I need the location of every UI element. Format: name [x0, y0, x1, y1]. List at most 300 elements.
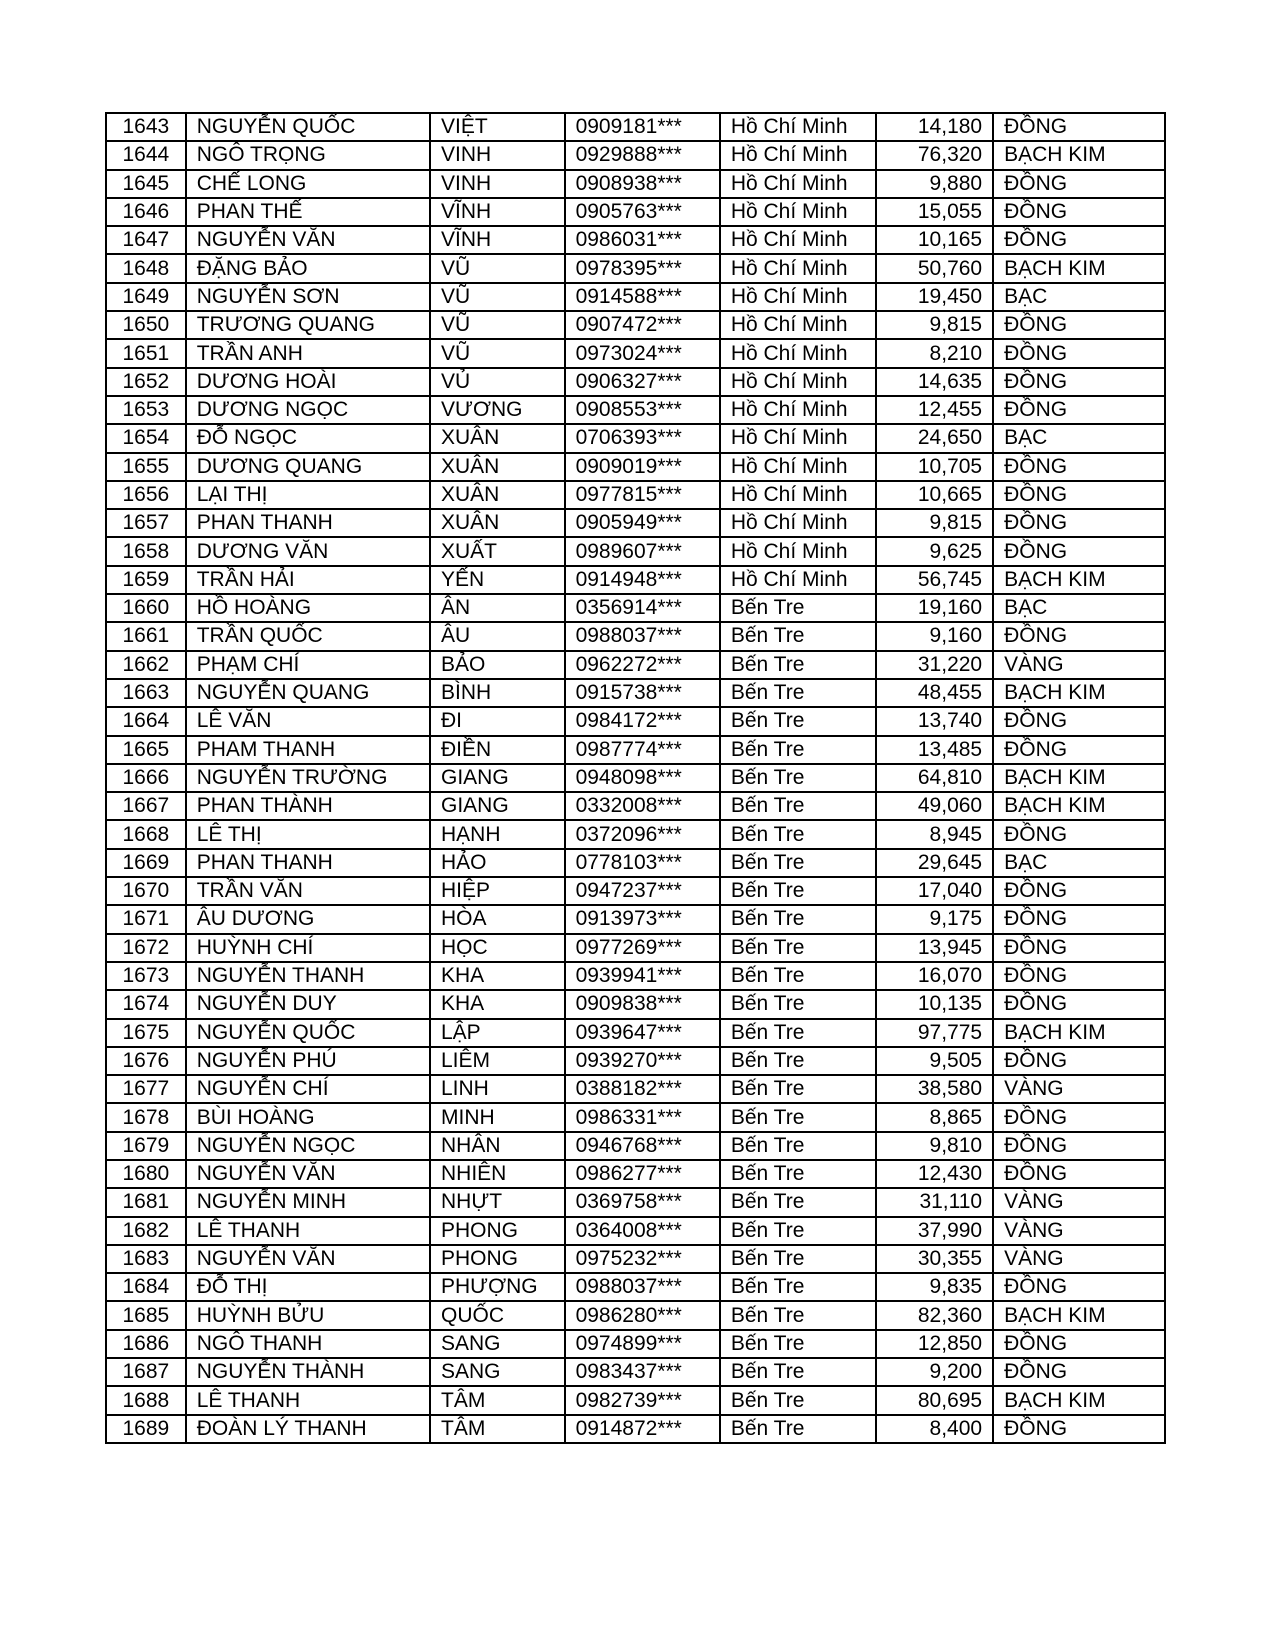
cell-tier: BẠC [993, 424, 1165, 452]
cell-city: Hồ Chí Minh [720, 396, 876, 424]
table-row [106, 1188, 1165, 1216]
cell-given-name: VŨ [430, 339, 565, 367]
cell-tier: ĐỒNG [993, 368, 1165, 396]
cell-phone: 0978395*** [565, 254, 720, 282]
cell-given-name: KHA [430, 962, 565, 990]
table-row [106, 877, 1165, 905]
cell-given-name: KHA [430, 990, 565, 1018]
cell-points: 49,060 [876, 792, 993, 820]
cell-city: Bến Tre [720, 934, 876, 962]
cell-points: 80,695 [876, 1386, 993, 1414]
cell-given-name: LẬP [430, 1019, 565, 1047]
cell-points: 10,705 [876, 453, 993, 481]
cell-index: 1677 [106, 1075, 186, 1103]
cell-tier: ĐỒNG [993, 1047, 1165, 1075]
cell-tier: VÀNG [993, 1217, 1165, 1245]
cell-given-name: NHỰT [430, 1188, 565, 1216]
cell-given-name: HIỆP [430, 877, 565, 905]
cell-phone: 0987774*** [565, 736, 720, 764]
cell-city: Hồ Chí Minh [720, 170, 876, 198]
cell-points: 14,180 [876, 113, 993, 141]
cell-phone: 0332008*** [565, 792, 720, 820]
cell-tier: BẠCH KIM [993, 1386, 1165, 1414]
cell-given-name: PHƯỢNG [430, 1273, 565, 1301]
table-body [106, 113, 1165, 1443]
cell-family-name: CHẾ LONG [186, 170, 430, 198]
cell-index: 1657 [106, 509, 186, 537]
cell-city: Bến Tre [720, 1132, 876, 1160]
cell-tier: ĐỒNG [993, 877, 1165, 905]
cell-index: 1643 [106, 113, 186, 141]
table-row [106, 651, 1165, 679]
cell-city: Bến Tre [720, 651, 876, 679]
cell-family-name: PHAN THẾ [186, 198, 430, 226]
cell-family-name: NGUYỄN SƠN [186, 283, 430, 311]
cell-index: 1653 [106, 396, 186, 424]
table-row [106, 396, 1165, 424]
cell-given-name: SANG [430, 1330, 565, 1358]
cell-phone: 0907472*** [565, 311, 720, 339]
cell-points: 14,635 [876, 368, 993, 396]
cell-index: 1666 [106, 764, 186, 792]
table-row [106, 1103, 1165, 1131]
cell-given-name: HẠNH [430, 820, 565, 848]
cell-index: 1670 [106, 877, 186, 905]
cell-points: 13,945 [876, 934, 993, 962]
cell-phone: 0988037*** [565, 622, 720, 650]
cell-phone: 0975232*** [565, 1245, 720, 1273]
cell-points: 16,070 [876, 962, 993, 990]
cell-city: Bến Tre [720, 792, 876, 820]
table-row [106, 622, 1165, 650]
cell-index: 1683 [106, 1245, 186, 1273]
cell-given-name: YẾN [430, 566, 565, 594]
cell-given-name: LINH [430, 1075, 565, 1103]
cell-tier: ĐỒNG [993, 339, 1165, 367]
cell-index: 1647 [106, 226, 186, 254]
cell-index: 1674 [106, 990, 186, 1018]
cell-given-name: VŨ [430, 311, 565, 339]
cell-tier: BẠCH KIM [993, 141, 1165, 169]
cell-tier: ĐỒNG [993, 396, 1165, 424]
table-row [106, 481, 1165, 509]
cell-phone: 0962272*** [565, 651, 720, 679]
cell-phone: 0973024*** [565, 339, 720, 367]
cell-tier: ĐỒNG [993, 198, 1165, 226]
cell-points: 8,210 [876, 339, 993, 367]
cell-tier: VÀNG [993, 1075, 1165, 1103]
cell-phone: 0929888*** [565, 141, 720, 169]
cell-family-name: NGUYỄN THÀNH [186, 1358, 430, 1386]
table-row [106, 198, 1165, 226]
cell-tier: BẠCH KIM [993, 566, 1165, 594]
table-row [106, 226, 1165, 254]
cell-tier: ĐỒNG [993, 707, 1165, 735]
table-row [106, 339, 1165, 367]
cell-points: 9,815 [876, 509, 993, 537]
cell-family-name: HUỲNH BỬU [186, 1301, 430, 1329]
cell-family-name: PHAN THÀNH [186, 792, 430, 820]
cell-family-name: NGUYỄN QUỐC [186, 113, 430, 141]
cell-tier: ĐỒNG [993, 622, 1165, 650]
cell-index: 1667 [106, 792, 186, 820]
cell-tier: ĐỒNG [993, 481, 1165, 509]
cell-tier: ĐỒNG [993, 1103, 1165, 1131]
cell-index: 1680 [106, 1160, 186, 1188]
cell-given-name: VINH [430, 141, 565, 169]
cell-index: 1684 [106, 1273, 186, 1301]
cell-city: Hồ Chí Minh [720, 453, 876, 481]
cell-family-name: NGUYỄN THANH [186, 962, 430, 990]
cell-phone: 0778103*** [565, 849, 720, 877]
cell-city: Bến Tre [720, 990, 876, 1018]
cell-city: Bến Tre [720, 820, 876, 848]
cell-given-name: TÂM [430, 1415, 565, 1443]
cell-family-name: NGUYỄN CHÍ [186, 1075, 430, 1103]
cell-city: Bến Tre [720, 1358, 876, 1386]
cell-given-name: NHÂN [430, 1132, 565, 1160]
cell-tier: ĐỒNG [993, 1160, 1165, 1188]
cell-tier: ĐỒNG [993, 509, 1165, 537]
table-row [106, 424, 1165, 452]
cell-index: 1662 [106, 651, 186, 679]
cell-index: 1648 [106, 254, 186, 282]
cell-index: 1672 [106, 934, 186, 962]
cell-given-name: HÒA [430, 905, 565, 933]
cell-points: 24,650 [876, 424, 993, 452]
table-row [106, 1047, 1165, 1075]
cell-tier: ĐỒNG [993, 1358, 1165, 1386]
cell-family-name: TRƯƠNG QUANG [186, 311, 430, 339]
cell-points: 12,850 [876, 1330, 993, 1358]
member-table [105, 112, 1166, 1444]
cell-family-name: TRẦN HẢI [186, 566, 430, 594]
cell-tier: BẠC [993, 849, 1165, 877]
cell-city: Bến Tre [720, 1160, 876, 1188]
cell-city: Bến Tre [720, 764, 876, 792]
cell-given-name: PHONG [430, 1245, 565, 1273]
cell-points: 10,665 [876, 481, 993, 509]
cell-city: Bến Tre [720, 736, 876, 764]
cell-phone: 0986031*** [565, 226, 720, 254]
cell-index: 1675 [106, 1019, 186, 1047]
cell-given-name: ĐIỀN [430, 736, 565, 764]
cell-city: Bến Tre [720, 905, 876, 933]
cell-city: Bến Tre [720, 1075, 876, 1103]
cell-points: 9,815 [876, 311, 993, 339]
table-row [106, 1273, 1165, 1301]
cell-points: 56,745 [876, 566, 993, 594]
cell-family-name: LÊ VĂN [186, 707, 430, 735]
cell-family-name: NGUYỄN TRƯỜNG [186, 764, 430, 792]
table-row [106, 934, 1165, 962]
cell-index: 1645 [106, 170, 186, 198]
cell-points: 29,645 [876, 849, 993, 877]
table-row [106, 170, 1165, 198]
cell-phone: 0906327*** [565, 368, 720, 396]
cell-city: Bến Tre [720, 962, 876, 990]
cell-city: Bến Tre [720, 1217, 876, 1245]
cell-index: 1671 [106, 905, 186, 933]
cell-city: Bến Tre [720, 622, 876, 650]
cell-city: Hồ Chí Minh [720, 368, 876, 396]
cell-city: Bến Tre [720, 1386, 876, 1414]
cell-tier: BẠCH KIM [993, 792, 1165, 820]
cell-given-name: HỌC [430, 934, 565, 962]
cell-city: Hồ Chí Minh [720, 481, 876, 509]
cell-family-name: PHAN THANH [186, 849, 430, 877]
cell-city: Bến Tre [720, 877, 876, 905]
cell-city: Bến Tre [720, 1047, 876, 1075]
cell-given-name: HẢO [430, 849, 565, 877]
cell-points: 19,450 [876, 283, 993, 311]
cell-city: Bến Tre [720, 849, 876, 877]
cell-points: 37,990 [876, 1217, 993, 1245]
cell-phone: 0988037*** [565, 1273, 720, 1301]
cell-points: 76,320 [876, 141, 993, 169]
table-row [106, 594, 1165, 622]
cell-family-name: BÙI HOÀNG [186, 1103, 430, 1131]
cell-city: Bến Tre [720, 1245, 876, 1273]
cell-city: Hồ Chí Minh [720, 311, 876, 339]
cell-index: 1664 [106, 707, 186, 735]
cell-index: 1655 [106, 453, 186, 481]
cell-points: 48,455 [876, 679, 993, 707]
cell-family-name: LẠI THỊ [186, 481, 430, 509]
cell-tier: ĐỒNG [993, 962, 1165, 990]
cell-given-name: QUỐC [430, 1301, 565, 1329]
cell-phone: 0986280*** [565, 1301, 720, 1329]
cell-city: Hồ Chí Minh [720, 254, 876, 282]
cell-family-name: NGUYỄN VĂN [186, 1245, 430, 1273]
cell-phone: 0388182*** [565, 1075, 720, 1103]
cell-family-name: DƯƠNG HOÀI [186, 368, 430, 396]
table-row [106, 1386, 1165, 1414]
cell-index: 1676 [106, 1047, 186, 1075]
cell-family-name: ĐỖ NGỌC [186, 424, 430, 452]
cell-tier: ĐỒNG [993, 1132, 1165, 1160]
cell-city: Bến Tre [720, 1019, 876, 1047]
cell-points: 8,865 [876, 1103, 993, 1131]
cell-points: 82,360 [876, 1301, 993, 1329]
table-row [106, 537, 1165, 565]
cell-points: 13,485 [876, 736, 993, 764]
cell-family-name: NGUYỄN PHÚ [186, 1047, 430, 1075]
cell-given-name: BÌNH [430, 679, 565, 707]
cell-points: 10,135 [876, 990, 993, 1018]
cell-city: Hồ Chí Minh [720, 198, 876, 226]
cell-points: 9,160 [876, 622, 993, 650]
table-row [106, 736, 1165, 764]
cell-given-name: BẢO [430, 651, 565, 679]
cell-phone: 0908553*** [565, 396, 720, 424]
cell-family-name: HỒ HOÀNG [186, 594, 430, 622]
cell-phone: 0984172*** [565, 707, 720, 735]
cell-index: 1668 [106, 820, 186, 848]
cell-given-name: VIỆT [430, 113, 565, 141]
cell-points: 38,580 [876, 1075, 993, 1103]
cell-phone: 0946768*** [565, 1132, 720, 1160]
cell-points: 9,200 [876, 1358, 993, 1386]
cell-city: Hồ Chí Minh [720, 226, 876, 254]
cell-given-name: GIANG [430, 764, 565, 792]
cell-family-name: PHAM THANH [186, 736, 430, 764]
cell-city: Bến Tre [720, 1301, 876, 1329]
table-row [106, 1301, 1165, 1329]
cell-points: 50,760 [876, 254, 993, 282]
cell-phone: 0905763*** [565, 198, 720, 226]
cell-phone: 0914588*** [565, 283, 720, 311]
cell-index: 1658 [106, 537, 186, 565]
cell-given-name: VĨNH [430, 198, 565, 226]
cell-phone: 0915738*** [565, 679, 720, 707]
table-row [106, 1075, 1165, 1103]
cell-family-name: NGUYỄN VĂN [186, 1160, 430, 1188]
cell-index: 1682 [106, 1217, 186, 1245]
cell-points: 10,165 [876, 226, 993, 254]
table-row [106, 1415, 1165, 1443]
cell-given-name: SANG [430, 1358, 565, 1386]
cell-given-name: TÂM [430, 1386, 565, 1414]
cell-tier: ĐỒNG [993, 1415, 1165, 1443]
cell-tier: BẠCH KIM [993, 679, 1165, 707]
cell-city: Bến Tre [720, 1103, 876, 1131]
cell-points: 9,175 [876, 905, 993, 933]
cell-points: 31,110 [876, 1188, 993, 1216]
table-row [106, 1160, 1165, 1188]
cell-tier: ĐỒNG [993, 453, 1165, 481]
cell-tier: VÀNG [993, 651, 1165, 679]
cell-index: 1688 [106, 1386, 186, 1414]
cell-index: 1646 [106, 198, 186, 226]
cell-points: 9,625 [876, 537, 993, 565]
cell-family-name: TRẦN ANH [186, 339, 430, 367]
cell-family-name: NGÔ THANH [186, 1330, 430, 1358]
cell-tier: ĐỒNG [993, 736, 1165, 764]
cell-city: Bến Tre [720, 679, 876, 707]
cell-index: 1650 [106, 311, 186, 339]
cell-phone: 0983437*** [565, 1358, 720, 1386]
cell-tier: ĐỒNG [993, 934, 1165, 962]
cell-points: 12,455 [876, 396, 993, 424]
cell-index: 1679 [106, 1132, 186, 1160]
cell-phone: 0372096*** [565, 820, 720, 848]
cell-tier: ĐỒNG [993, 820, 1165, 848]
cell-phone: 0364008*** [565, 1217, 720, 1245]
cell-family-name: TRẦN QUỐC [186, 622, 430, 650]
table-row [106, 764, 1165, 792]
cell-family-name: ĐẶNG BẢO [186, 254, 430, 282]
cell-city: Hồ Chí Minh [720, 339, 876, 367]
cell-phone: 0977269*** [565, 934, 720, 962]
table-row [106, 707, 1165, 735]
cell-points: 64,810 [876, 764, 993, 792]
cell-city: Hồ Chí Minh [720, 537, 876, 565]
table-row [106, 509, 1165, 537]
cell-tier: BẠC [993, 594, 1165, 622]
cell-points: 17,040 [876, 877, 993, 905]
table-row [106, 283, 1165, 311]
cell-family-name: LÊ THỊ [186, 820, 430, 848]
cell-points: 12,430 [876, 1160, 993, 1188]
cell-tier: ĐỒNG [993, 311, 1165, 339]
cell-city: Hồ Chí Minh [720, 566, 876, 594]
cell-index: 1651 [106, 339, 186, 367]
cell-points: 97,775 [876, 1019, 993, 1047]
cell-given-name: VINH [430, 170, 565, 198]
cell-given-name: NHIÊN [430, 1160, 565, 1188]
table-row [106, 679, 1165, 707]
cell-points: 9,880 [876, 170, 993, 198]
cell-points: 30,355 [876, 1245, 993, 1273]
cell-city: Bến Tre [720, 1415, 876, 1443]
cell-phone: 0369758*** [565, 1188, 720, 1216]
cell-family-name: NGUYỄN QUANG [186, 679, 430, 707]
cell-family-name: DƯƠNG NGỌC [186, 396, 430, 424]
table-row [106, 905, 1165, 933]
cell-index: 1689 [106, 1415, 186, 1443]
cell-phone: 0909181*** [565, 113, 720, 141]
cell-index: 1669 [106, 849, 186, 877]
cell-city: Hồ Chí Minh [720, 424, 876, 452]
cell-given-name: ĐI [430, 707, 565, 735]
cell-index: 1673 [106, 962, 186, 990]
cell-phone: 0909019*** [565, 453, 720, 481]
cell-given-name: GIANG [430, 792, 565, 820]
cell-tier: ĐỒNG [993, 1330, 1165, 1358]
cell-family-name: ĐỖ THỊ [186, 1273, 430, 1301]
cell-given-name: PHONG [430, 1217, 565, 1245]
cell-family-name: ÂU DƯƠNG [186, 905, 430, 933]
cell-city: Hồ Chí Minh [720, 141, 876, 169]
cell-tier: BẠCH KIM [993, 1019, 1165, 1047]
cell-given-name: MINH [430, 1103, 565, 1131]
cell-city: Hồ Chí Minh [720, 509, 876, 537]
cell-index: 1665 [106, 736, 186, 764]
cell-points: 9,810 [876, 1132, 993, 1160]
cell-points: 31,220 [876, 651, 993, 679]
cell-given-name: VĨNH [430, 226, 565, 254]
cell-given-name: LIÊM [430, 1047, 565, 1075]
cell-given-name: XUÂN [430, 509, 565, 537]
cell-given-name: XUÂN [430, 424, 565, 452]
cell-phone: 0356914*** [565, 594, 720, 622]
cell-given-name: XUẤT [430, 537, 565, 565]
cell-given-name: VƯƠNG [430, 396, 565, 424]
cell-phone: 0982739*** [565, 1386, 720, 1414]
cell-phone: 0939941*** [565, 962, 720, 990]
cell-index: 1644 [106, 141, 186, 169]
cell-tier: BẠCH KIM [993, 764, 1165, 792]
cell-index: 1681 [106, 1188, 186, 1216]
table-row [106, 1217, 1165, 1245]
table-row [106, 792, 1165, 820]
cell-family-name: HUỲNH CHÍ [186, 934, 430, 962]
cell-family-name: LÊ THANH [186, 1386, 430, 1414]
cell-family-name: PHẠM CHÍ [186, 651, 430, 679]
cell-index: 1685 [106, 1301, 186, 1329]
cell-tier: ĐỒNG [993, 226, 1165, 254]
cell-phone: 0939270*** [565, 1047, 720, 1075]
cell-city: Hồ Chí Minh [720, 283, 876, 311]
table-row [106, 1245, 1165, 1273]
cell-tier: ĐỒNG [993, 113, 1165, 141]
cell-given-name: XUÂN [430, 481, 565, 509]
cell-family-name: DƯƠNG QUANG [186, 453, 430, 481]
cell-city: Bến Tre [720, 1188, 876, 1216]
cell-tier: BẠC [993, 283, 1165, 311]
cell-tier: ĐỒNG [993, 1273, 1165, 1301]
